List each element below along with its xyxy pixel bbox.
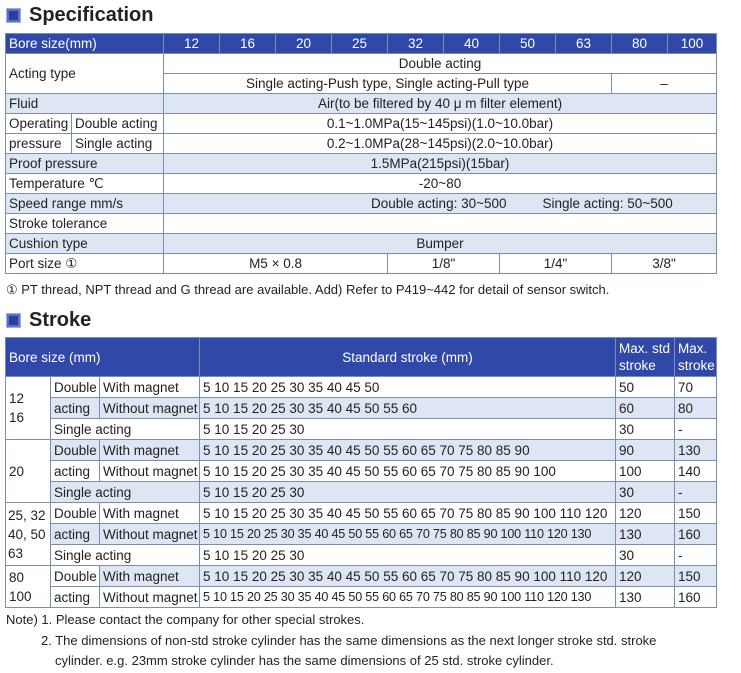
with-magnet-label: With magnet: [100, 440, 200, 461]
double-label: Double: [51, 503, 100, 524]
max-std-cell: 100: [616, 461, 675, 482]
with-magnet-label: With magnet: [100, 377, 200, 398]
fluid-label: Fluid: [6, 94, 164, 114]
acting-label: acting: [51, 398, 100, 419]
bore-size-row: [6, 34, 717, 54]
acting-single-value: Single acting-Push type, Single acting-Pull type: [164, 74, 612, 94]
single-acting-label: Single acting: [51, 419, 200, 440]
port-size-value: 1/4": [500, 254, 612, 274]
temperature-value: -20~80: [164, 174, 717, 194]
strokes-cell: 5 10 15 20 25 30 35 40 45 50: [200, 377, 616, 398]
port-size-value: 1/8": [388, 254, 500, 274]
table-row: [6, 587, 717, 608]
bore-value: 12: [164, 34, 220, 54]
max-cell: 140: [675, 461, 717, 482]
temperature-label: Temperature ℃: [6, 174, 164, 194]
acting-double-value: Double acting: [164, 54, 717, 74]
speed-range-row: [6, 194, 717, 214]
strokes-cell: 5 10 15 20 25 30: [200, 482, 616, 503]
operating-pressure-row-2: [6, 134, 717, 154]
table-row: [6, 461, 717, 482]
single-acting-label: Single acting: [51, 545, 200, 566]
single-acting-label: Single acting: [51, 482, 200, 503]
without-magnet-label: Without magnet: [100, 461, 200, 482]
max-std-stroke-label: Max. std stroke: [616, 338, 675, 377]
standard-stroke-label: Standard stroke (mm): [200, 338, 616, 377]
max-cell: 150: [675, 566, 717, 587]
proof-pressure-label: Proof pressure: [6, 154, 164, 174]
stroke-heading: [6, 309, 91, 332]
strokes-cell: 5 10 15 20 25 30 35 40 45 50 55 60 65 70 75 80 85 90 100 110 120 130: [200, 587, 616, 608]
bore-value: 32: [388, 34, 444, 54]
bore-value: 100: [668, 34, 717, 54]
table-row: [6, 419, 717, 440]
strokes-cell: 5 10 15 20 25 30 35 40 45 50 55 60 65 70 75 80 85 90 100 110 120 130: [200, 524, 616, 545]
table-row: [6, 377, 717, 398]
acting-label: acting: [51, 461, 100, 482]
speed-double-value: Double acting: 30~500: [371, 195, 507, 211]
max-cell: 150: [675, 503, 717, 524]
operating-pressure-row: [6, 114, 717, 134]
max-std-cell: 30: [616, 482, 675, 503]
bore-cell: 25, 32 40, 50 63: [6, 503, 51, 566]
specification-heading: [6, 4, 153, 27]
bore-cell: 20: [6, 440, 51, 503]
max-cell: -: [675, 419, 717, 440]
specification-table: [5, 33, 717, 274]
speed-single-value: Single acting: 50~500: [542, 195, 673, 211]
stroke-table: [5, 337, 717, 608]
bore-cell: 80 100: [6, 566, 51, 608]
max-std-cell: 50: [616, 377, 675, 398]
operating-double-value: 0.1~1.0MPa(15~145psi)(1.0~10.0bar): [164, 114, 717, 134]
speed-range-values: [164, 194, 717, 214]
table-row: [6, 398, 717, 419]
stroke-tolerance-value: [164, 214, 717, 234]
strokes-cell: 5 10 15 20 25 30 35 40 45 50 55 60 65 70 75 80 85 90 100: [200, 461, 616, 482]
max-stroke-label: Max. stroke: [675, 338, 717, 377]
without-magnet-label: Without magnet: [100, 524, 200, 545]
operating-single-value: 0.2~1.0MPa(28~145psi)(2.0~10.0bar): [164, 134, 717, 154]
cushion-type-row: [6, 234, 717, 254]
bore-value: 63: [556, 34, 612, 54]
bore-size-label: Bore size(mm): [6, 34, 164, 54]
port-size-value: 3/8": [612, 254, 717, 274]
strokes-cell: 5 10 15 20 25 30: [200, 545, 616, 566]
proof-pressure-row: [6, 154, 717, 174]
max-cell: 160: [675, 587, 717, 608]
double-label: Double: [51, 377, 100, 398]
bore-value: 20: [276, 34, 332, 54]
table-row: [6, 524, 717, 545]
temperature-row: [6, 174, 717, 194]
bore-value: 16: [220, 34, 276, 54]
acting-label: acting: [51, 587, 100, 608]
with-magnet-label: With magnet: [100, 503, 200, 524]
acting-type-row: [6, 54, 717, 74]
stroke-header-row: [6, 338, 717, 377]
fluid-value: Air(to be filtered by 40 μ m filter element): [164, 94, 717, 114]
strokes-cell: 5 10 15 20 25 30 35 40 45 50 55 60: [200, 398, 616, 419]
stroke-bore-label: Bore size (mm): [6, 338, 200, 377]
with-magnet-label: With magnet: [100, 566, 200, 587]
table-row: [6, 545, 717, 566]
max-cell: -: [675, 482, 717, 503]
double-label: Double: [51, 440, 100, 461]
max-cell: 130: [675, 440, 717, 461]
double-label: Double: [51, 566, 100, 587]
specification-title: Specification: [29, 4, 154, 26]
strokes-cell: 5 10 15 20 25 30: [200, 419, 616, 440]
proof-pressure-value: 1.5MPa(215psi)(15bar): [164, 154, 717, 174]
max-cell: 70: [675, 377, 717, 398]
port-size-label: Port size ①: [6, 254, 164, 274]
stroke-tolerance-row: [6, 214, 717, 234]
acting-type-label: Acting type: [6, 54, 164, 94]
cushion-type-label: Cushion type: [6, 234, 164, 254]
max-std-cell: 90: [616, 440, 675, 461]
bore-cell: 12 16: [6, 377, 51, 440]
port-size-value: M5 × 0.8: [164, 254, 388, 274]
bore-value: 25: [332, 34, 388, 54]
operating-label: Operating: [6, 114, 72, 134]
table-row: [6, 440, 717, 461]
acting-label: acting: [51, 524, 100, 545]
operating-single-label: Single acting: [72, 134, 164, 154]
max-std-cell: 130: [616, 524, 675, 545]
max-std-cell: 120: [616, 503, 675, 524]
max-std-cell: 30: [616, 419, 675, 440]
table-row: [6, 566, 717, 587]
max-std-cell: 120: [616, 566, 675, 587]
square-bullet-icon: [6, 8, 21, 23]
fluid-row: [6, 94, 717, 114]
square-bullet-icon: [6, 313, 21, 328]
without-magnet-label: Without magnet: [100, 398, 200, 419]
max-cell: 160: [675, 524, 717, 545]
strokes-cell: 5 10 15 20 25 30 35 40 45 50 55 60 65 70 75 80 85 90 100 110 120: [200, 503, 616, 524]
speed-range-label: Speed range mm/s: [6, 194, 164, 214]
without-magnet-label: Without magnet: [100, 587, 200, 608]
stroke-note-1: Note) 1. Please contact the company for other special strokes.: [6, 612, 365, 627]
stroke-note-3: cylinder. e.g. 23mm stroke cylinder has the same dimensions of 25 std. stroke cylinder.: [55, 653, 554, 668]
table-row: [6, 482, 717, 503]
cushion-type-value: Bumper: [164, 234, 717, 254]
acting-dash-value: –: [612, 74, 717, 94]
stroke-note-2: 2. The dimensions of non-std stroke cylinder has the same dimensions as the next longer stroke std. stroke: [41, 633, 657, 648]
table-row: [6, 503, 717, 524]
operating-double-label: Double acting: [72, 114, 164, 134]
stroke-title: Stroke: [29, 309, 92, 331]
max-cell: -: [675, 545, 717, 566]
strokes-cell: 5 10 15 20 25 30 35 40 45 50 55 60 65 70 75 80 85 90 100 110 120: [200, 566, 616, 587]
max-std-cell: 30: [616, 545, 675, 566]
bore-value: 40: [444, 34, 500, 54]
bore-value: 80: [612, 34, 668, 54]
spec-footnote: ① PT thread, NPT thread and G thread are available. Add) Refer to P419~442 for detail of sensor switch.: [6, 282, 610, 297]
pressure-label: pressure: [6, 134, 72, 154]
max-cell: 80: [675, 398, 717, 419]
max-std-cell: 60: [616, 398, 675, 419]
strokes-cell: 5 10 15 20 25 30 35 40 45 50 55 60 65 70 75 80 85 90: [200, 440, 616, 461]
stroke-tolerance-label: Stroke tolerance: [6, 214, 164, 234]
port-size-row: [6, 254, 717, 274]
max-std-cell: 130: [616, 587, 675, 608]
bore-value: 50: [500, 34, 556, 54]
